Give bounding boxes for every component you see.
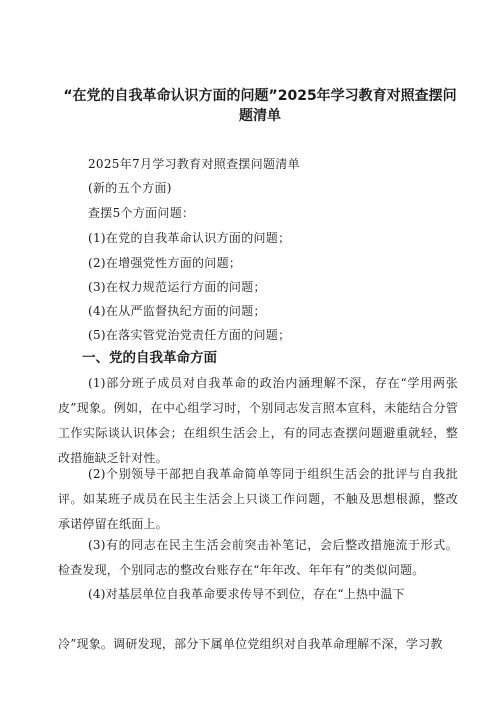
- intro-line: 查摆5个方面问题：: [88, 206, 195, 220]
- document-title-line-1: “在党的自我革命认识方面的问题”2025年学习教育对照查摆问: [63, 88, 457, 104]
- aspect-item-4: (4)在从严监督执纪方面的问题；: [88, 304, 266, 318]
- paragraph-2: (2)个别领导干部把自我革命简单等同于组织生活会的批评与自我批评。如某班子成员在民主生活会上只谈工作问题，不触及思想根源，整改承诺停留在纸面上。: [58, 467, 458, 531]
- paragraph-3: (3)有的同志在民主生活会前突击补笔记，会后整改措施流于形式。检查发现，个别同志的整改台账存在“年年改、年年有”的类似问题。: [58, 538, 458, 577]
- paragraph-1: (1)部分班子成员对自我革命的政治内涵理解不深，存在“学用两张皮”现象。例如，在中心组学习时，个别同志发言照本宣科，未能结合分管工作实际谈认识体会；在组织生活会上，有的同志查摆问题避重就轻，整改措施缺乏针对性。: [58, 376, 458, 465]
- paragraph-4-continued: 冷”现象。调研发现，部分下属单位党组织对自我革命理解不深，学习教: [58, 637, 443, 651]
- aspect-item-5: (5)在落实管党治党责任方面的问题；: [88, 328, 291, 342]
- section-heading: 一、党的自我革命方面: [82, 350, 217, 366]
- list-subtitle: 2025年7月学习教育对照查摆问题清单: [88, 157, 300, 171]
- aspect-item-1: (1)在党的自我革命认识方面的问题；: [88, 231, 291, 245]
- paragraph-4: (4)对基层单位自我革命要求传导不到位，存在“上热中温下: [88, 587, 405, 601]
- aspect-item-2: (2)在增强党性方面的问题；: [88, 256, 242, 270]
- aspect-note: (新的五个方面): [88, 181, 172, 195]
- aspect-item-3: (3)在权力规范运行方面的问题；: [88, 280, 266, 294]
- document-title-line-2: 题清单: [239, 108, 281, 124]
